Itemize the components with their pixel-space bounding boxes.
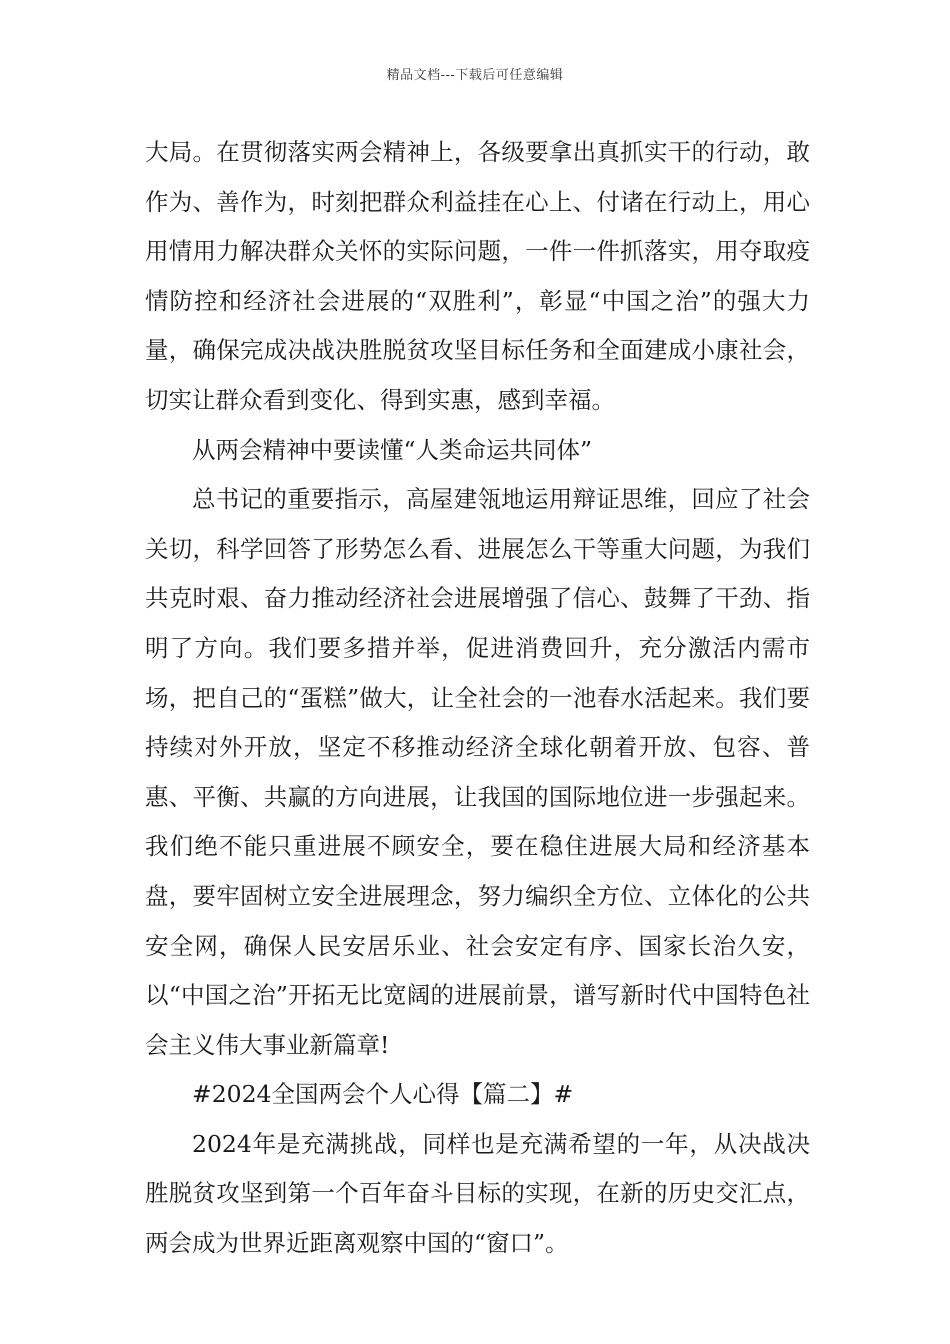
paragraph-body: 2024年是充满挑战，同样也是充满希望的一年，从决战决胜脱贫攻坚到第一个百年奋斗目标的实现，在新的历史交汇点，两会成为世界近距离观察中国的“窗口”。: [145, 1129, 810, 1258]
section-title: #2024全国两会个人心得【篇二】#: [192, 1080, 574, 1109]
section-heading: 从两会精神中要读懂“人类命运共同体”: [192, 435, 593, 464]
paragraph-body: 总书记的重要指示，高屋建瓴地运用辩证思维，回应了社会关切，科学回答了形势怎么看、进展怎么干等重大问题，为我们共克时艰、奋力推动经济社会进展增强了信心、鼓舞了干劲、指明了方向。我们要多措并举，促进消费回升，充分激活内需市场，把自己的“蛋糕”做大，让全社会的一池春水活起来。我们要持续对外开放，坚定不移推动经济全球化朝着开放、包容、普惠、平衡、共赢的方向进展，让我国的国际地位进一步强起来。我们绝不能只重进展不顾安全，要在稳住进展大局和经济基本盘，要牢固树立安全进展理念，努力编织全方位、立体化的公共安全网，确保人民安居乐业、社会安定有序、国家长治久安，以“中国之治”开拓无比宽阔的进展前景，谱写新时代中国特色社会主义伟大事业新篇章!: [145, 485, 810, 1059]
document-body: [145, 128, 810, 1269]
page-header: 精品文档---下载后可任意编辑: [386, 68, 564, 83]
paragraph-continuation: 大局。在贯彻落实两会精神上，各级要拿出真抓实干的行动，敢作为、善作为，时刻把群众利益挂在心上、付诸在行动上，用心用情用力解决群众关怀的实际问题，一件一件抓落实，用夺取疫情防控和经济社会进展的“双胜利”，彰显“中国之治”的强大力量，确保完成决战决胜脱贫攻坚目标任务和全面建成小康社会，切实让群众看到变化、得到实惠，感到幸福。: [145, 138, 810, 414]
